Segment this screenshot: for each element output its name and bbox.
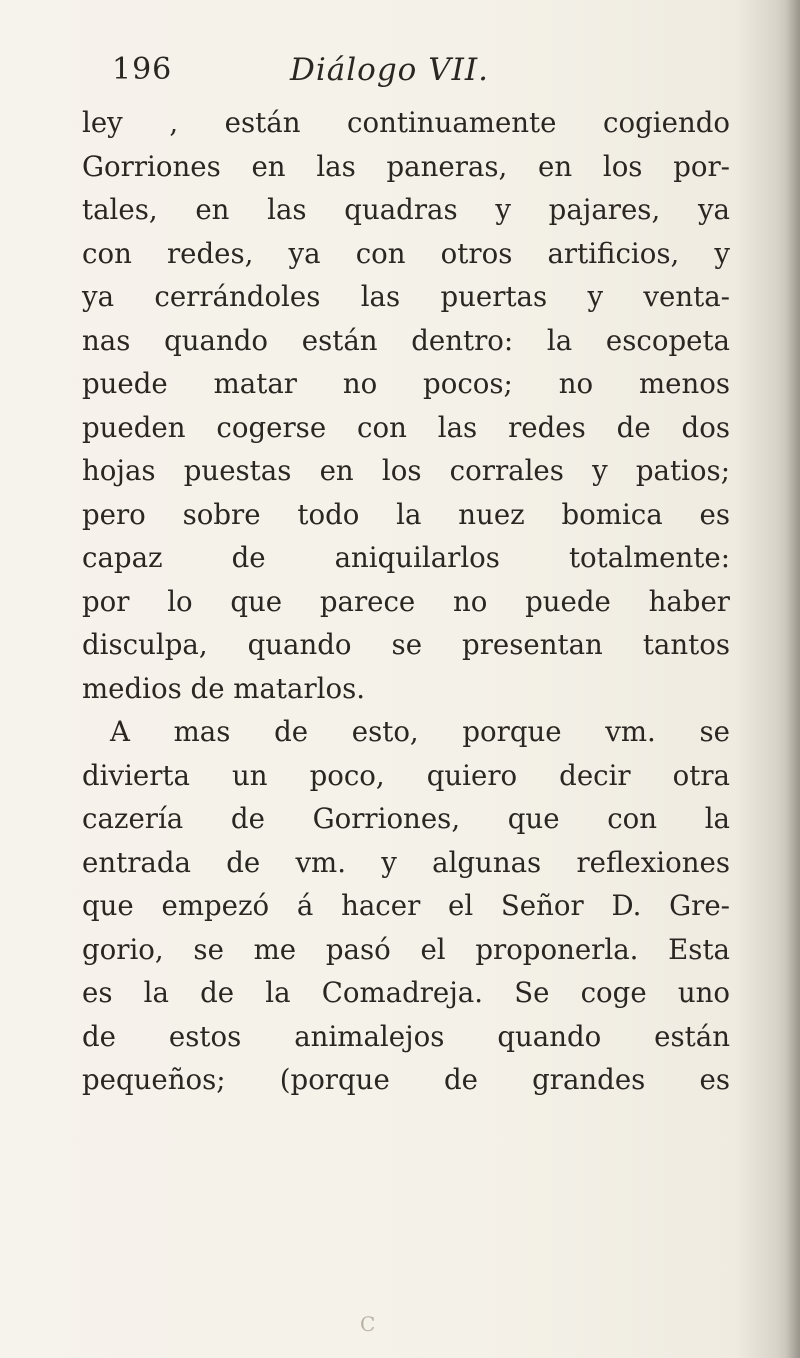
text-line: ya cerrándoles las puertas y venta-: [82, 280, 730, 313]
text-line: que empezó á hacer el Señor D. Gre-: [82, 889, 730, 922]
signature-mark: C: [360, 1312, 376, 1336]
text-line: hojas puestas en los corrales y patios;: [82, 454, 730, 487]
text-line: pequeños; (porque de grandes es: [82, 1063, 730, 1096]
text-line: cazería de Gorriones, que con la: [82, 802, 730, 835]
page-number: 196: [112, 52, 173, 87]
text-line: de estos animalejos quando están: [82, 1019, 730, 1053]
text-line: pero sobre todo la nuez bomica es: [82, 497, 730, 531]
text-line: por lo que parece no puede haber: [82, 584, 730, 618]
text-line: capaz de aniquilarlos totalmente:: [82, 541, 730, 574]
running-title: Diálogo VII.: [290, 52, 489, 88]
text-line: pueden cogerse con las redes de dos: [82, 410, 730, 444]
page-header: [112, 52, 632, 96]
text-line: es la de la Comadreja. Se coge uno: [82, 976, 730, 1009]
text-line: medios de matarlos.: [82, 671, 366, 705]
text-line: gorio, se me pasó el proponerla. Esta: [82, 932, 730, 966]
text-line: A mas de esto, porque vm. se: [110, 715, 730, 748]
body-text: [82, 101, 730, 1102]
page-edge-shadow: [786, 0, 800, 1358]
text-line: divierta un poco, quiero decir otra: [82, 758, 730, 792]
text-line: Gorriones en las paneras, en los por-: [82, 149, 730, 183]
text-line: disculpa, quando se presentan tantos: [82, 628, 730, 661]
text-line: puede matar no pocos; no menos: [82, 367, 730, 400]
text-line: ley , están continuamente cogiendo: [82, 106, 730, 139]
text-line: nas quando están dentro: la escopeta: [82, 323, 730, 357]
text-line: tales, en las quadras y pajares, ya: [82, 193, 730, 226]
text-line: con redes, ya con otros artificios, y: [82, 236, 730, 270]
text-line: entrada de vm. y algunas reflexiones: [82, 845, 730, 879]
